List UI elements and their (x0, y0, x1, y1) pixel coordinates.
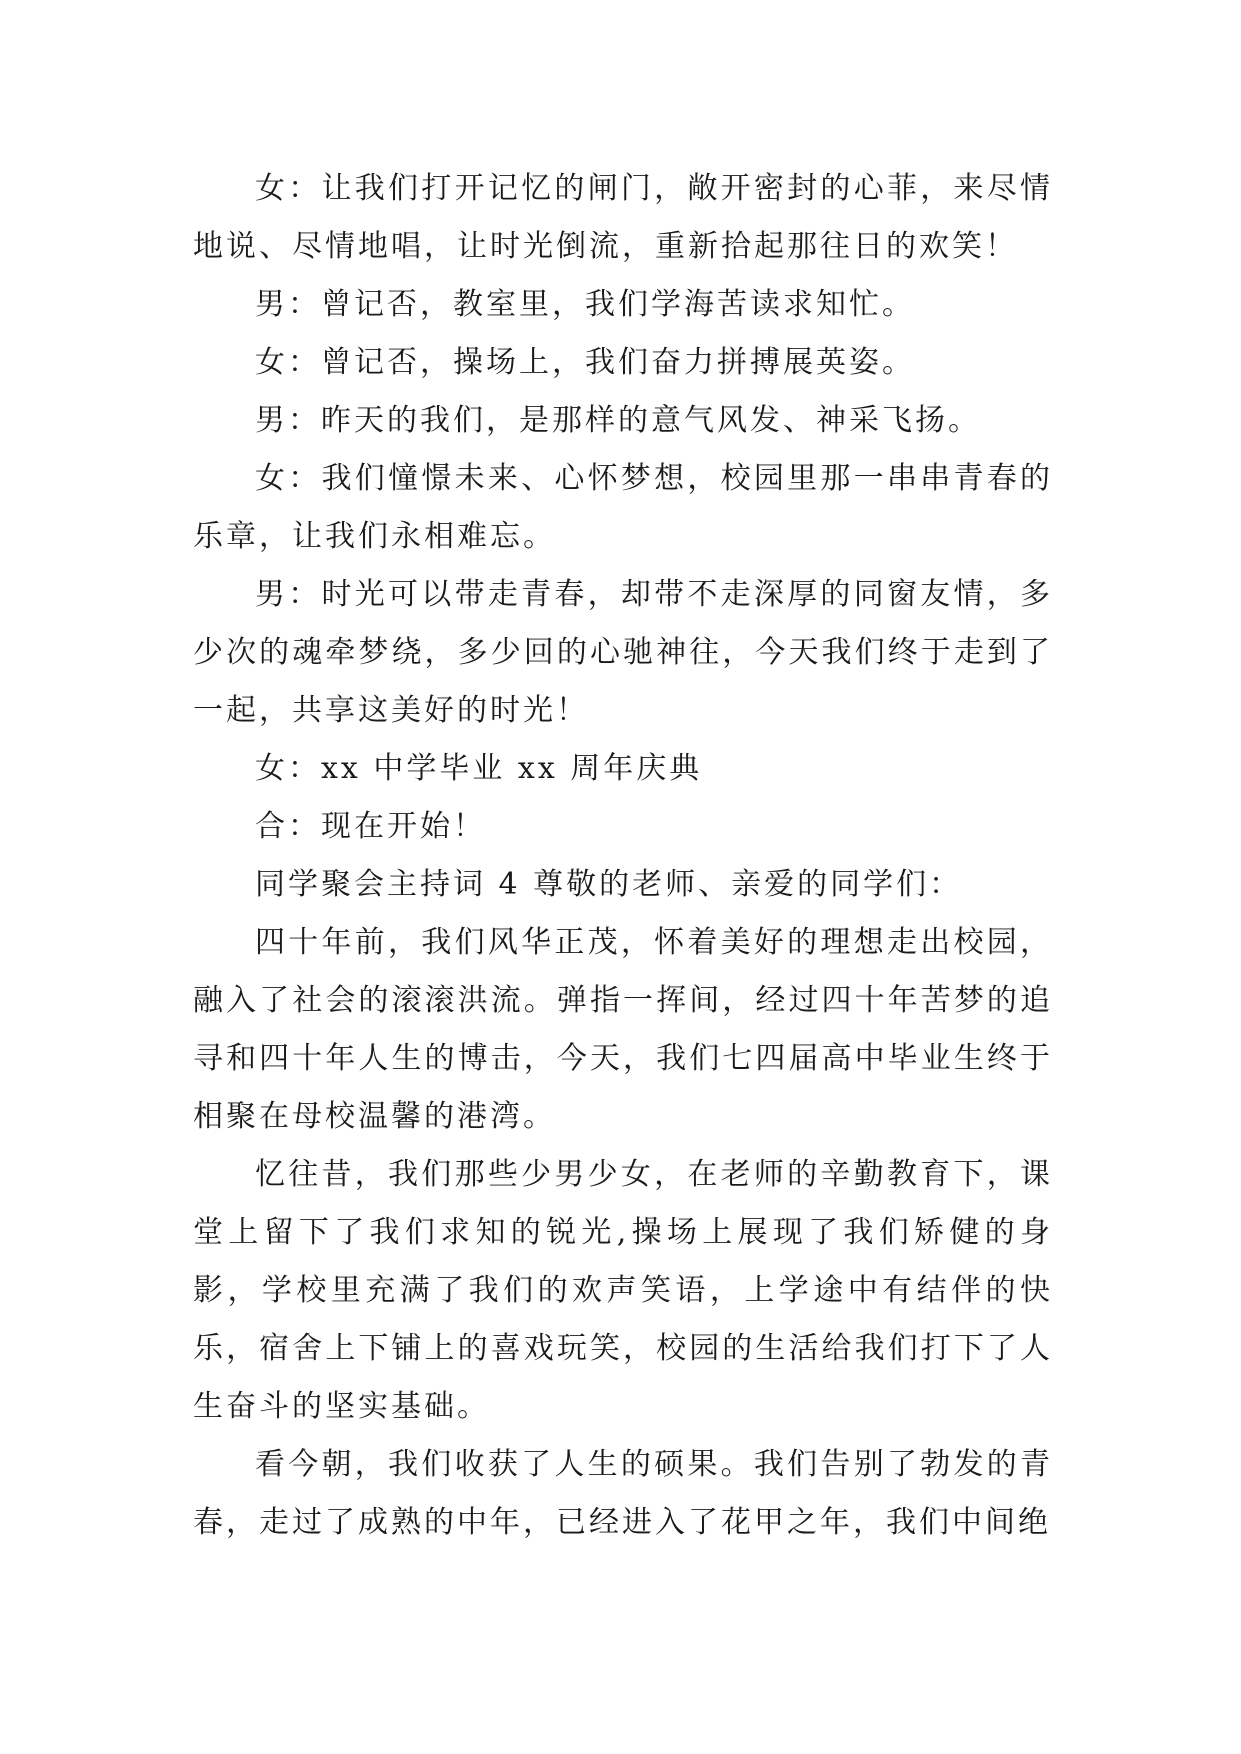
paragraph: 男：昨天的我们，是那样的意气风发、神采飞扬。 (255, 403, 981, 438)
document-body (193, 160, 1053, 1552)
paragraph: 男：曾记否，教室里，我们学海苦读求知忙。 (255, 287, 915, 322)
paragraph: 同学聚会主持词 4 尊敬的老师、亲爱的同学们： (255, 867, 963, 902)
paragraph: 合：现在开始！ (255, 809, 486, 844)
paragraph: 看今朝，我们收获了人生的硕果。我们告别了勃发的青春，走过了成熟的中年，已经进入了花甲之年，我们中间绝 (193, 1447, 1053, 1540)
paragraph: 女：我们憧憬未来、心怀梦想，校园里那一串串青春的乐章，让我们永相难忘。 (193, 461, 1053, 554)
paragraph: 女：让我们打开记忆的闸门，敞开密封的心菲，来尽情地说、尽情地唱，让时光倒流，重新拾起那往日的欢笑！ (193, 171, 1053, 264)
paragraph: 女：xx 中学毕业 xx 周年庆典 (255, 751, 703, 786)
paragraph: 女：曾记否，操场上，我们奋力拼搏展英姿。 (255, 345, 915, 380)
paragraph: 男：时光可以带走青春，却带不走深厚的同窗友情，多少次的魂牵梦绕，多少回的心驰神往，今天我们终于走到了一起，共享这美好的时光！ (193, 577, 1053, 728)
paragraph: 四十年前，我们风华正茂，怀着美好的理想走出校园，融入了社会的滚滚洪流。弹指一挥间，经过四十年苦梦的追寻和四十年人生的博击，今天，我们七四届高中毕业生终于相聚在母校温馨的港湾。 (193, 925, 1053, 1134)
paragraph: 忆往昔，我们那些少男少女，在老师的辛勤教育下，课堂上留下了我们求知的锐光,操场上展现了我们矫健的身影，学校里充满了我们的欢声笑语，上学途中有结伴的快乐，宿舍上下铺上的喜戏玩笑，校园的生活给我们打下了人生奋斗的坚实基础。 (193, 1157, 1053, 1424)
